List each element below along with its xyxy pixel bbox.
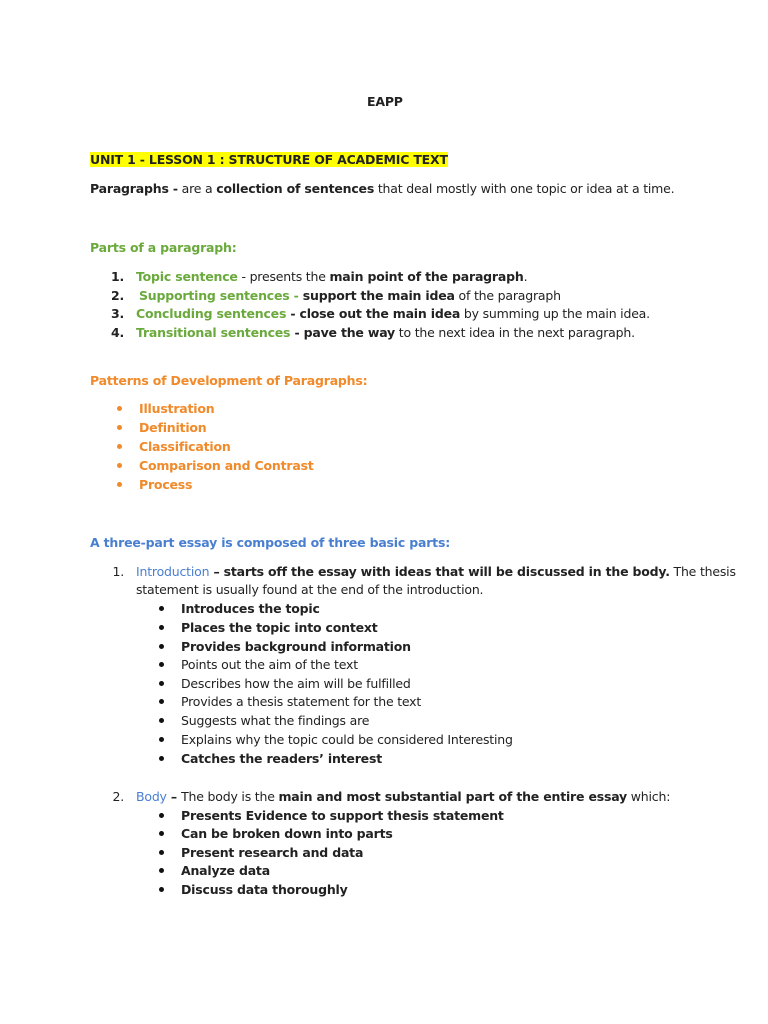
bullet-icon <box>117 463 122 468</box>
intro-bullet: Provides a thesis statement for the text <box>181 694 422 709</box>
intro-bullet: Describes how the aim will be fulfilled <box>181 676 411 691</box>
list-item-text <box>136 324 635 342</box>
body-name: Body <box>136 789 167 804</box>
intro-bold: starts off the essay with ideas that will be discussed in the body. <box>223 564 670 579</box>
intro-bullet: Explains why the topic could be considered Interesting <box>181 732 513 747</box>
body-text-1: The body is the <box>181 789 279 804</box>
intro-bullet: Provides background information <box>181 639 411 654</box>
unit-heading <box>90 151 448 169</box>
body-bullet: Can be broken down into parts <box>181 826 393 841</box>
body-line-1 <box>136 788 670 806</box>
paragraph-def-text-2: that deal mostly with one topic or idea at a time. <box>374 181 675 196</box>
intro-line-2: statement is usually found at the end of the introduction. <box>136 582 484 597</box>
list-item-text <box>139 287 561 305</box>
part-bold: main point of the paragraph <box>329 269 524 284</box>
pattern-item: Comparison and Contrast <box>139 458 314 473</box>
list-number: 4. <box>110 325 124 340</box>
body-bullet: Presents Evidence to support thesis statement <box>181 808 504 823</box>
intro-bullet: Points out the aim of the text <box>181 657 358 672</box>
pattern-item: Process <box>139 477 193 492</box>
parts-heading: Parts of a paragraph: <box>90 240 237 255</box>
unit-heading-text: UNIT 1 - LESSON 1 : STRUCTURE OF ACADEMIC TEXT <box>90 152 448 167</box>
pattern-item: Definition <box>139 420 207 435</box>
bullet-icon <box>117 444 122 449</box>
part-rest: of the paragraph <box>454 288 561 303</box>
list-item-text <box>136 268 527 286</box>
part-name: Transitional sentences <box>136 325 291 340</box>
body-bullet: Discuss data thoroughly <box>181 882 348 897</box>
bullet-icon <box>159 868 164 873</box>
body-bold: main and most substantial part of the entire essay <box>278 789 628 804</box>
bullet-icon <box>159 662 164 667</box>
bullet-icon <box>159 681 164 686</box>
bullet-icon <box>159 625 164 630</box>
bullet-icon <box>117 406 122 411</box>
intro-bullet: Suggests what the findings are <box>181 713 370 728</box>
list-item-text <box>136 305 650 323</box>
intro-line-1 <box>136 563 736 581</box>
essay-heading: A three-part essay is composed of three basic parts: <box>90 535 450 550</box>
part-rest: . <box>523 269 528 284</box>
list-number: 2. <box>112 789 124 804</box>
doc-title: EAPP <box>367 94 403 109</box>
bullet-icon <box>159 699 164 704</box>
intro-dash: – <box>209 564 224 579</box>
paragraph-definition <box>90 180 674 198</box>
paragraph-term: Paragraphs - <box>90 181 178 196</box>
part-name: Concluding sentences <box>136 306 287 321</box>
bullet-icon <box>117 482 122 487</box>
bullet-icon <box>159 813 164 818</box>
part-bold: support the main idea <box>302 288 455 303</box>
list-number: 3. <box>110 306 124 321</box>
paragraph-def-bold: collection of sentences <box>216 181 375 196</box>
bullet-icon <box>159 606 164 611</box>
list-number: 2. <box>110 288 124 303</box>
part-name: Supporting sentences - <box>139 288 303 303</box>
bullet-icon <box>159 737 164 742</box>
bullet-icon <box>159 756 164 761</box>
part-bold: - pave the way <box>290 325 395 340</box>
part-name: Topic sentence <box>136 269 238 284</box>
intro-name: Introduction <box>136 564 210 579</box>
bullet-icon <box>159 887 164 892</box>
intro-rest: The thesis <box>669 564 736 579</box>
intro-bullet: Catches the readers’ interest <box>181 751 382 766</box>
part-rest: by summing up the main idea. <box>460 306 650 321</box>
list-number: 1. <box>110 269 124 284</box>
bullet-icon <box>159 644 164 649</box>
pattern-item: Illustration <box>139 401 215 416</box>
body-rest: which: <box>627 789 671 804</box>
paragraph-def-text-1: are a <box>177 181 217 196</box>
part-sep: - presents the <box>237 269 330 284</box>
body-bullet: Analyze data <box>181 863 270 878</box>
list-number: 1. <box>112 564 124 579</box>
intro-bullet: Places the topic into context <box>181 620 378 635</box>
part-rest: to the next idea in the next paragraph. <box>395 325 635 340</box>
bullet-icon <box>159 718 164 723</box>
bullet-icon <box>159 831 164 836</box>
intro-bullet: Introduces the topic <box>181 601 320 616</box>
body-dash: – <box>166 789 182 804</box>
pattern-item: Classification <box>139 439 231 454</box>
bullet-icon <box>159 850 164 855</box>
bullet-icon <box>117 425 122 430</box>
body-bullet: Present research and data <box>181 845 364 860</box>
part-bold: - close out the main idea <box>286 306 461 321</box>
patterns-heading: Patterns of Development of Paragraphs: <box>90 373 368 388</box>
